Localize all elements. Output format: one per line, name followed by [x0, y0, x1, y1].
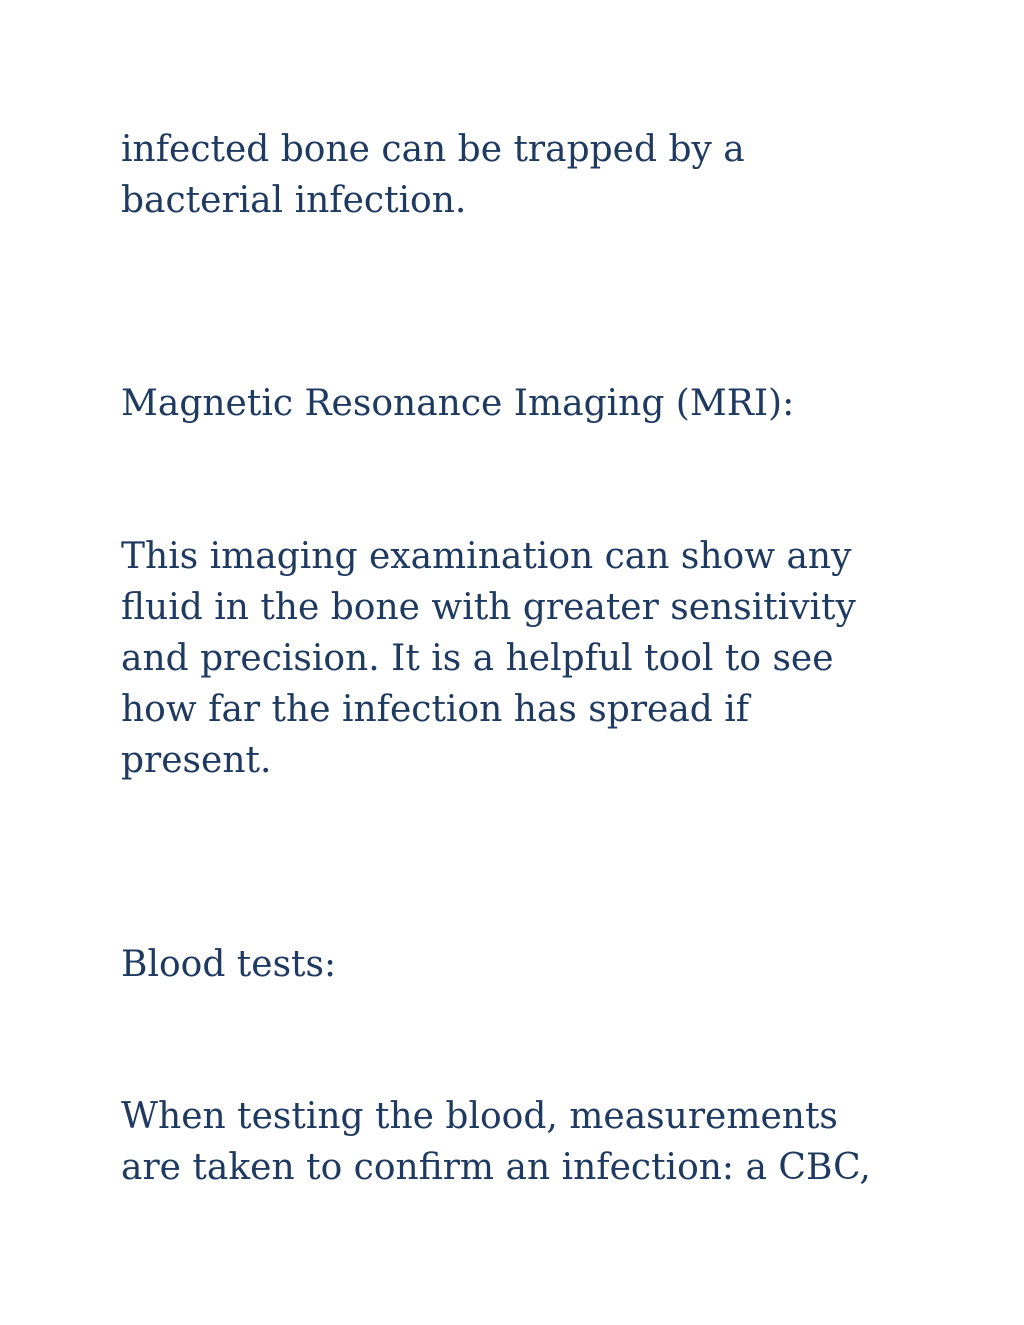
text-line: and precision. It is a helpful tool to see — [121, 638, 834, 679]
text-line: fluid in the bone with greater sensitivity — [121, 587, 856, 628]
paragraph-blood-tests-description — [121, 1091, 921, 1193]
text-line: When testing the blood, measurements — [121, 1096, 838, 1137]
text-line: bacterial infection. — [121, 180, 467, 221]
text-line: This imaging examination can show any — [121, 536, 852, 577]
text-line: are taken to confirm an infection: a CBC, — [121, 1147, 871, 1188]
heading-blood-tests — [121, 939, 921, 990]
text-line: infected bone can be trapped by a — [121, 129, 745, 170]
paragraph-intro-continuation — [121, 124, 921, 226]
text-line: Magnetic Resonance Imaging (MRI): — [121, 383, 795, 424]
text-line: present. — [121, 740, 272, 781]
paragraph-mri-description — [121, 531, 921, 786]
heading-mri — [121, 378, 921, 429]
text-line: how far the infection has spread if — [121, 689, 750, 730]
text-line: Blood tests: — [121, 944, 337, 985]
